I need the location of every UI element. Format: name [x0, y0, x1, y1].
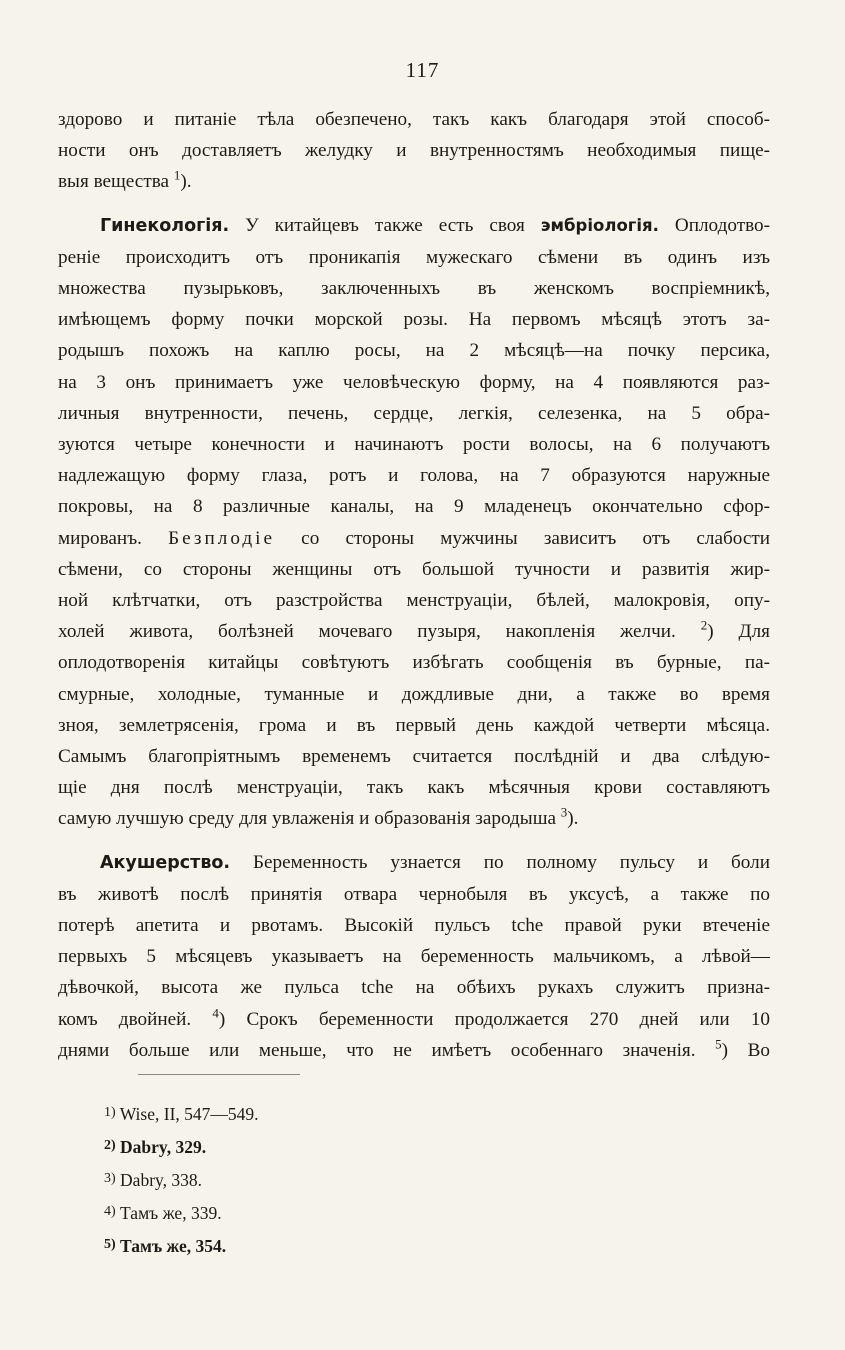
- text-line: ной клѣтчатки, отъ разстройства менструаціи, бѣлей, малокровія, опу-: [58, 590, 770, 612]
- paragraph-1: [58, 104, 770, 198]
- text-line: здорово и питаніе тѣла обезпечено, такъ какъ благодаря этой способ-: [58, 109, 770, 130]
- footnote-3: $^{3)}$ Dabry, 338.: [104, 1170, 203, 1190]
- footnote-separator: [138, 1074, 300, 1075]
- text-line: выя вещества $^1$).: [58, 168, 192, 193]
- footnote-ref[interactable]: 4: [212, 1005, 219, 1021]
- text-line: покровы, на 8 различные каналы, на 9 младенецъ окончательно сфор-: [58, 496, 770, 518]
- text-line: потерѣ апетита и рвотамъ. Высокій пульсъ tche правой руки втеченіе: [58, 915, 770, 937]
- text-line: родышъ похожъ на каплю росы, на 2 мѣсяцѣ—на почку персика,: [58, 340, 770, 362]
- term-embryology: эмбріологія.: [540, 215, 659, 235]
- body-text: [58, 104, 770, 1066]
- text-line: днями больше или меньше, что не имѣетъ особеннаго значенія. $^5$) Во: [58, 1036, 771, 1061]
- text-line: мированъ. Безплодіе со стороны мужчины зависитъ отъ слабости: [58, 527, 770, 549]
- footnote-4: $^{4)}$ Тамъ же, 339.: [104, 1203, 222, 1223]
- text-line: самую лучшую среду для увлаженія и образованія зародыша $^3$).: [58, 805, 579, 830]
- text-line: надлежащую форму глаза, ротъ и голова, на 7 образуются наружные: [58, 465, 770, 487]
- text-line: оплодотворенія китайцы совѣтуютъ избѣгать сообщенія въ бурные, па-: [58, 652, 770, 674]
- text-line: зноя, землетрясенія, грома и въ первый день каждой четверти мѣсяца.: [58, 714, 770, 736]
- text-line: Акушерство. Беременность узнается по полному пульсу и боли: [100, 851, 770, 873]
- footnote-ref[interactable]: 1: [173, 168, 181, 184]
- section-heading-gynecology: Гинекологія.: [100, 215, 230, 236]
- text-line: на 3 онъ принимаетъ уже человѣческую форму, на 4 появляются раз-: [58, 371, 770, 393]
- text-line: Гинекологія. У китайцевъ также есть своя эмбріологія. Оплодотво-: [100, 214, 770, 236]
- footnote-ref[interactable]: 3: [560, 805, 568, 821]
- footnote-5: $^{5)}$ Тамъ же, 354.: [104, 1236, 227, 1256]
- text-line: имѣющемъ форму почки морской розы. На первомъ мѣсяцѣ этотъ за-: [58, 309, 770, 331]
- footnotes: [104, 1097, 504, 1262]
- footnote-ref[interactable]: 5: [715, 1036, 722, 1052]
- paragraph-gynecology: [58, 210, 770, 835]
- footnote-1: $^{1)}$ Wise, II, 547—549.: [104, 1104, 259, 1124]
- text-line: личныя внутренности, печень, сердце, легкія, селезенка, на 5 обра-: [58, 402, 770, 424]
- term-infertility: Безплодіе: [168, 527, 275, 549]
- text-line: холей живота, болѣзней мочеваго пузыря, накопленія желчи. $^2$) Для: [58, 617, 770, 643]
- footnote-ref[interactable]: 2: [700, 617, 708, 633]
- footnote-2: $^{2)}$ Dabry, 329.: [104, 1137, 207, 1157]
- text-line: дѣвочкой, высота же пульса tche на обѣихъ рукахъ служитъ призна-: [58, 977, 770, 999]
- text-line: зуются четыре конечности и начинаютъ рости волосы, на 6 получаютъ: [58, 434, 770, 456]
- text-line: Самымъ благопріятнымъ временемъ считается послѣдній и два слѣдую-: [58, 746, 770, 768]
- page-number: 117: [405, 58, 440, 82]
- text-line: сѣмени, со стороны женщины отъ большой тучности и развитія жир-: [58, 558, 770, 580]
- paragraph-obstetrics: [58, 847, 770, 1066]
- section-heading-obstetrics: Акушерство.: [100, 852, 231, 873]
- text-line: первыхъ 5 мѣсяцевъ указываетъ на беременность мальчикомъ, а лѣвой—: [58, 946, 770, 968]
- text-line: реніе происходитъ отъ проникапія мужескаго сѣмени въ одинъ изъ: [58, 246, 770, 268]
- text-line: ности онъ доставляетъ желудку и внутренностямъ необходимыя пище-: [58, 140, 770, 162]
- text-line: въ животѣ послѣ принятія отвара чернобыля въ уксусѣ, а также по: [58, 883, 770, 905]
- text-line: щіе дня послѣ менструаціи, такъ какъ мѣсячныя крови составляютъ: [58, 777, 770, 799]
- text-line: комъ двойней. $^4$) Срокъ беременности продолжается 270 дней или 10: [58, 1005, 771, 1030]
- text-line: множества пузырьковъ, заключенныхъ въ женскомъ воспріемникѣ,: [58, 278, 770, 300]
- text-line: смурные, холодные, туманные и дождливые дни, а также во время: [58, 683, 770, 705]
